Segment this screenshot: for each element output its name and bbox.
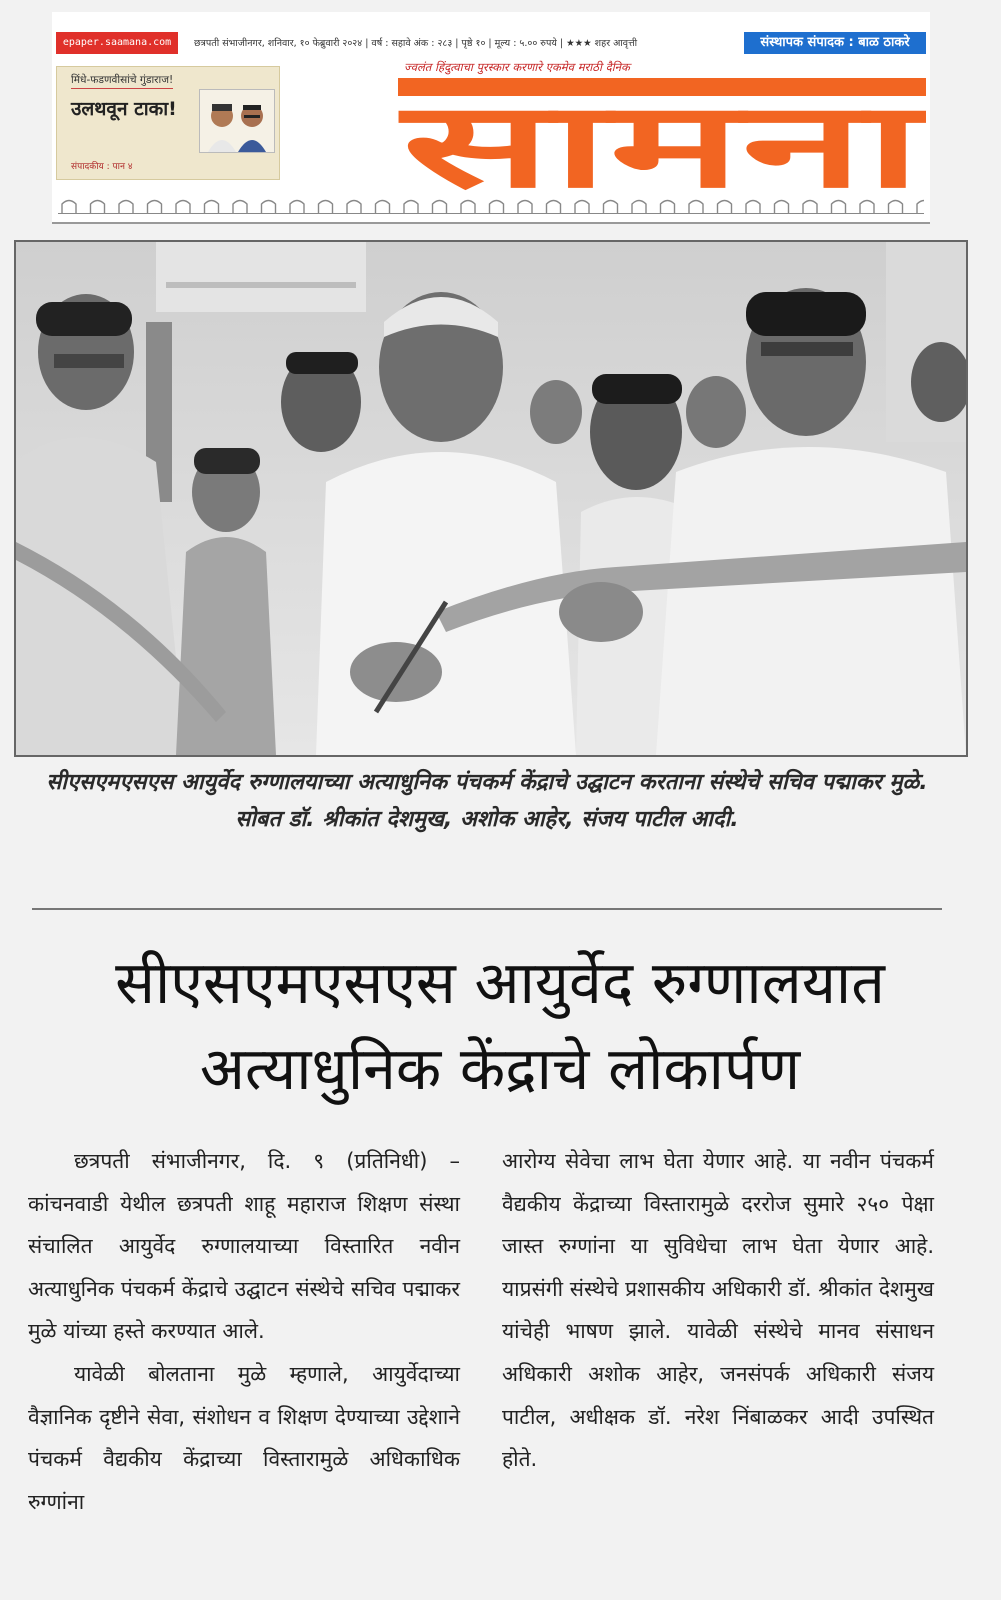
promo-footer: संपादकीय : पान ४	[71, 162, 133, 172]
epaper-url-badge: epaper.saamana.com	[56, 32, 178, 54]
arch-ornament	[718, 201, 732, 214]
article-paragraph-2: यावेळी बोलताना मुळे म्हणाले, आयुर्वेदाच्या वैज्ञानिक दृष्टीने सेवा, संशोधन व शिक्षण देण्याच्या उद्देशाने पंचकर्म वैद्यकीय केंद्राच्या विस्तारामुळे अधिकाधिक रुग्णांना	[28, 1361, 460, 1514]
arch-ornament	[775, 201, 789, 214]
arch-ornament	[347, 201, 361, 214]
article-column-left	[28, 1140, 460, 1523]
arch-ornament	[376, 201, 390, 214]
photo-caption: सीएसएमएसएस आयुर्वेद रुग्णालयाच्या अत्याधुनिक पंचकर्म केंद्राचे उद्घाटन करताना संस्थेचे सचिव पद्माकर मुळे. सोबत डॉ. श्रीकांत देशमुख, अशोक आहेर, संजय पाटील आदी.	[46, 770, 928, 832]
arch-ornament	[490, 201, 504, 214]
promo-kicker: मिंधे-फडणवीसांचे गुंडाराज!	[71, 73, 173, 89]
arch-ornament	[148, 201, 162, 214]
arch-ornament	[803, 201, 817, 214]
arch-ornament	[575, 201, 589, 214]
headline-line-1: सीएसएमएसएस आयुर्वेद रुग्णालयात	[115, 948, 885, 1017]
arch-ornament	[233, 201, 247, 214]
article-column-right	[502, 1140, 934, 1481]
arch-ornament	[205, 201, 219, 214]
arch-ornament	[62, 201, 76, 214]
arch-ornament	[91, 201, 105, 214]
edition-info: छत्रपती संभाजीनगर, शनिवार, १० फेब्रुवारी २०२४ | वर्ष : सहावे अंक : २८३ | पृष्ठे १० | मूल्य : ५.०० रुपये | ★★★ शहर आवृत्ती	[194, 38, 638, 49]
headline-line-2: अत्याधुनिक केंद्राचे लोकार्पण	[199, 1034, 801, 1103]
arch-ornament	[547, 201, 561, 214]
article-paragraph-3: आरोग्य सेवेचा लाभ घेता येणार आहे. या नवीन पंचकर्म वैद्यकीय केंद्राच्या विस्तारामुळे दररोज सुमारे २५० पेक्षा जास्त रुग्णांना या सुविधेचा लाभ घेता येणार आहे. याप्रसंगी संस्थेचे प्रशासकीय अधिकारी डॉ. श्रीकांत देशमुख यांचेही भाषण झाले. यावेळी संस्थेचे मानव संसाधन अधिकारी अशोक आहेर, जनसंपर्क अधिकारी संजय पाटील, अधीक्षक डॉ. नरेश निंबाळकर आदी उपस्थित होते.	[502, 1149, 934, 1472]
svg-text:सामना: सामना	[398, 78, 926, 196]
arch-ornament	[119, 201, 133, 214]
promo-headline: उलथवून टाका!	[71, 98, 177, 120]
arch-ornament	[689, 201, 703, 214]
divider-rule	[32, 908, 942, 910]
masthead-top-bar	[52, 32, 930, 56]
arch-ornament	[860, 201, 874, 214]
article-headline	[20, 940, 980, 1112]
arch-ornament	[319, 201, 333, 214]
arch-ornament	[604, 201, 618, 214]
editorial-promo-box	[56, 66, 280, 180]
arch-ornament	[832, 201, 846, 214]
saamana-logo	[398, 78, 926, 196]
arch-ornament	[889, 201, 903, 214]
politicians-photo	[199, 89, 275, 153]
decorative-border	[58, 198, 924, 214]
ribbon-cutting-photo	[14, 240, 968, 757]
article-paragraph-1: छत्रपती संभाजीनगर, दि. ९ (प्रतिनिधी) – कांचनवाडी येथील छत्रपती शाहू महाराज शिक्षण संस्था संचालित आयुर्वेद रुग्णालयाच्या विस्तारित नवीन अत्याधुनिक पंचकर्म केंद्राचे उद्घाटन संस्थेचे सचिव पद्माकर मुळे यांच्या हस्ते करण्यात आले.	[28, 1149, 460, 1344]
arch-ornament	[404, 201, 418, 214]
newspaper-masthead	[52, 12, 930, 224]
arch-ornament	[262, 201, 276, 214]
arch-ornament	[518, 201, 532, 214]
masthead-tagline: ज्वलंत हिंदुत्वाचा पुरस्कार करणारे एकमेव मराठी दैनिक	[404, 60, 630, 74]
arch-ornament	[746, 201, 760, 214]
arch-ornament	[461, 201, 475, 214]
arch-ornament	[290, 201, 304, 214]
arch-ornament	[176, 201, 190, 214]
arch-ornament	[661, 201, 675, 214]
founder-editor-box: संस्थापक संपादक : बाळ ठाकरे	[744, 32, 926, 54]
arch-ornament	[917, 201, 924, 214]
arch-ornament	[632, 201, 646, 214]
arch-ornament	[433, 201, 447, 214]
